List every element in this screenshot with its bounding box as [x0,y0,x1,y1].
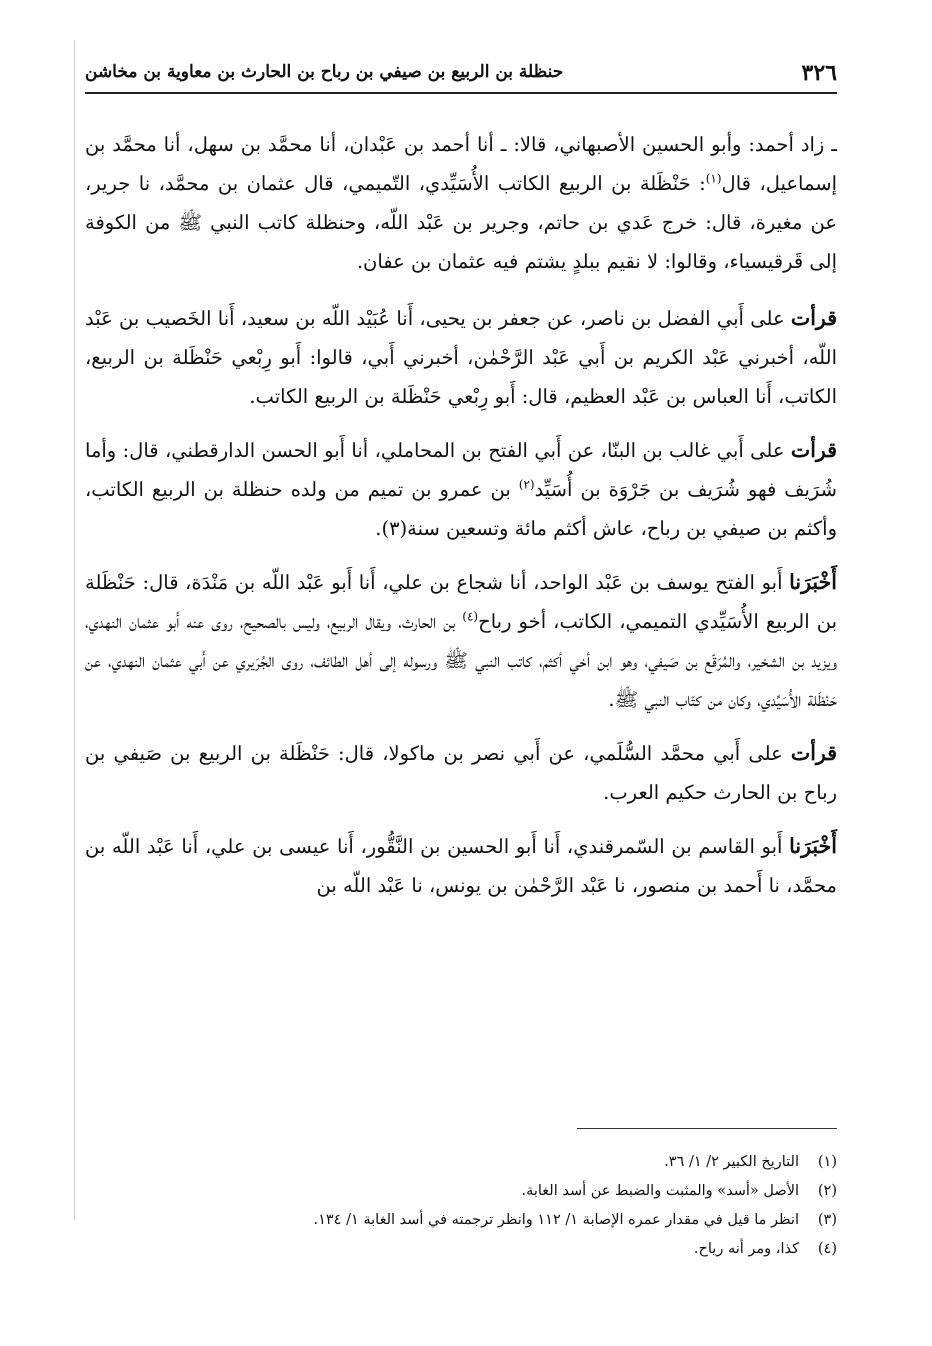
paragraph-text: على أَبي الفضل بن ناصر، عن جعفر بن يحيى، أَنا عُبَيْد اللّه بن سعيد، أَنا الخَصيب بن عَبْد اللّه، أخبرني عَبْد الكريم بن أَبي عَبْد الرَّحْمٰن، أخبرني أَبي، قالوا: أَبو رِبْعي حَنْظَلة بن الربيع، الكاتب، أَنا العباس بن عَبْد العظيم، قال: أَبو رِبْعي حَنْظَلة بن الربيع الكاتب. [85,307,837,408]
footnote-text: انظر ما قيل في مقدار عمره الإصابة ١/ ١١٢ وانظر ترجمته في أسد الغابة ١/ ١٣٤. [313,1212,799,1228]
footnote-number: (٢) [817,1183,837,1199]
footnote-marker: (٤) [462,609,479,624]
page-number: ٣٢٦ [801,60,837,86]
page-header [85,58,837,92]
footnote-marker: (٢) [518,477,535,492]
paragraph-text: أَبو القاسم بن السّمرقندي، أَنا أَبو الحسين بن النَّقُّور، أَنا عيسى بن علي، أَنا عَبْد اللّه بن محمَّد، نا أَحمد بن منصور، نا عَبْد الرَّحْمٰن بن يونس، نا عَبْد اللّه بن [85,835,837,897]
paragraph-text: ـ زاد أحمد: وأبو الحسين الأصبهاني، قالا: ـ أنا أحمد بن عَبْدان، أنا محمَّد بن سهل، أنا محمَّد بن إسماعيل، قال [85,133,837,195]
footnote-text: التاريخ الكبير ٢/ ١/ ٣٦. [664,1154,799,1170]
paragraph [85,734,837,812]
paragraph-lead: أَخْبَرَنا [789,834,837,858]
paragraph-text: على أَبي غالب بن البنّا، عن أَبي الفتح بن المحاملي، أنا أَبو الحسن الدارقطني، قال: وأما شُرَيف فهو شُرَيف بن جَرْوَة بن أُسَيِّد [85,439,837,501]
paragraph-lead: قرأت [790,438,837,462]
main-text [85,125,837,920]
footnote-number: (٣) [817,1212,837,1228]
header-rule [85,92,837,94]
paragraph [85,125,837,281]
footnote-item [85,1206,837,1235]
paragraph-text-tail: بن الحارث، ويقال الربيع، وليس بالصحيح، روى عنه أَبو عثمان النهدي، ويزيد بن الشخير، والمُرَقّع بن صَيفي، وهو ابن أخي أكثم، كاتب النبي ﷺ ورسوله إلى أهل الطائف، روى الجُرَيري عن أَبي عثمان النهدي، عن حَنْظَلة الأُسَيِّدي، وكان من كتّاب النبي ﷺ. [85,610,837,711]
paragraph-lead: قرأت [790,741,837,765]
paragraph-lead: قرأت [790,306,837,330]
paragraph [85,563,837,719]
footnote-text: كذا، ومر أنه رياح. [693,1241,799,1257]
footnotes [85,1148,837,1264]
paragraph [85,431,837,548]
scan-edge-line [74,40,75,1220]
footnote-number: (٤) [817,1241,837,1257]
paragraph-text-tail: : حَنْظَلة بن الربيع الكاتب الأُسَيِّدي، التّميمي، قال عثمان بن محمَّد، نا جرير، عن مغيرة، قال: خرج عَدي بن حاتم، وجرير بن عَبْد اللّه، وحنظلة كاتب النبي ﷺ من الكوفة إلى قَرقيسياء، وقالوا: لا نقيم ببلدٍ يشتم فيه عثمان بن عفان. [85,172,837,273]
footnote-marker: (١) [705,171,722,186]
running-title: حنظلة بن الربيع بن صيفي بن رباح بن الحارث بن معاوية بن مخاشن [85,62,564,82]
footnote-item [85,1235,837,1264]
paragraph-text: على أَبي محمَّد السُّلَمي، عن أَبي نصر بن ماكولا، قال: حَنْظَلة بن الربيع بن صَيفي بن رباح بن الحارث حكيم العرب. [85,742,837,804]
paragraph [85,827,837,905]
footnote-separator [577,1128,837,1129]
footnote-item [85,1177,837,1206]
paragraph [85,299,837,416]
paragraph-text-tail: بن عمرو بن تميم من ولده حنظلة بن الربيع الكاتب، وأكثم بن صيفي بن رباح، عاش أكثم مائة وتسعين سنة(٣). [85,478,837,540]
paragraph-text: أَبو الفتح يوسف بن عَبْد الواحد، أنا شجاع بن علي، أَنا أَبو عَبْد اللّه بن مَنْدَة، قال: حَنْظَلة بن الربيع الأُسَيِّدي التميمي، الكاتب، أخو رباح [85,571,838,633]
paragraph-lead: أَخْبَرَنا [789,570,837,594]
footnote-text: الأصل «أسد» والمثبت والضبط عن أسد الغابة. [521,1183,799,1199]
footnote-number: (١) [817,1154,837,1170]
footnote-item [85,1148,837,1177]
